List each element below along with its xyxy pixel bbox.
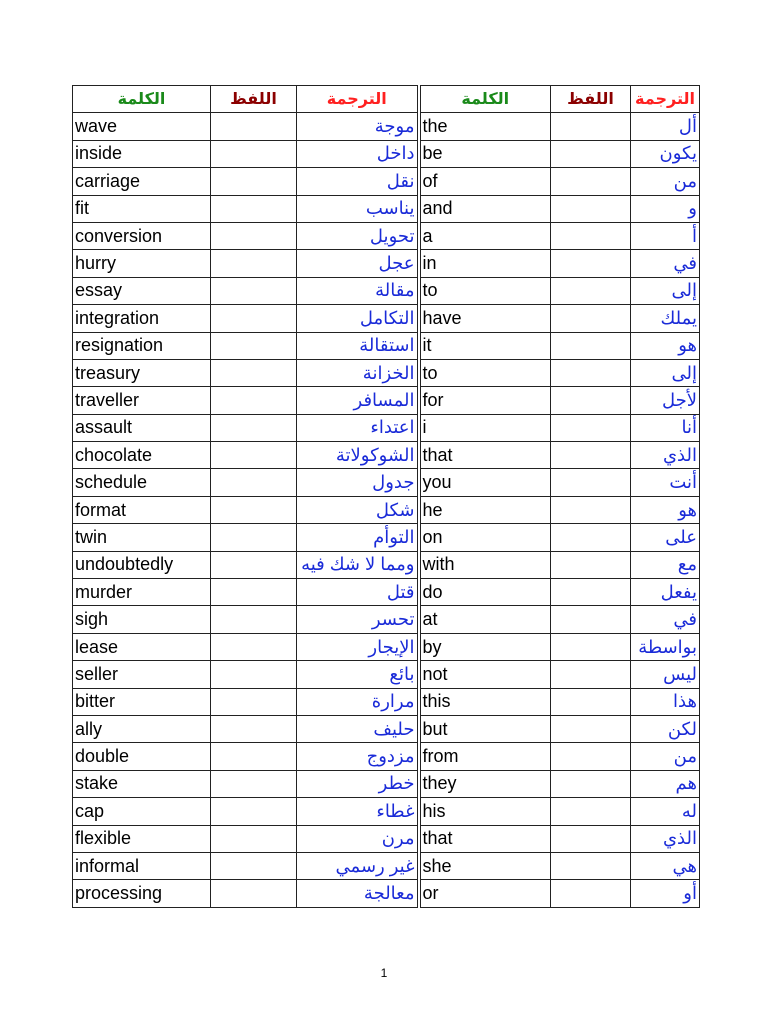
right-pronunciation-cell — [551, 715, 631, 742]
right-translation-cell: أنت — [631, 469, 700, 496]
left-word-cell: schedule — [73, 469, 211, 496]
left-word-cell: double — [73, 743, 211, 770]
right-translation-cell: أو — [631, 880, 700, 907]
right-translation-cell: على — [631, 524, 700, 551]
right-word-cell: i — [419, 414, 551, 441]
left-translation-cell: تحسر — [297, 606, 419, 633]
right-translation-cell: هو — [631, 496, 700, 523]
table-row — [73, 305, 700, 332]
right-translation-cell: هم — [631, 770, 700, 797]
right-word-cell: do — [419, 579, 551, 606]
left-pronunciation-cell — [211, 770, 297, 797]
left-pronunciation-cell — [211, 496, 297, 523]
table-row — [73, 551, 700, 578]
table-row — [73, 579, 700, 606]
left-word-cell: ally — [73, 715, 211, 742]
left-word-cell: lease — [73, 633, 211, 660]
right-pronunciation-cell — [551, 661, 631, 688]
left-translation-cell: غطاء — [297, 798, 419, 825]
left-translation-cell: داخل — [297, 140, 419, 167]
right-word-cell: to — [419, 359, 551, 386]
right-word-cell: from — [419, 743, 551, 770]
left-word-cell: sigh — [73, 606, 211, 633]
right-translation-cell: هو — [631, 332, 700, 359]
right-pronunciation-cell — [551, 113, 631, 140]
right-word-cell: it — [419, 332, 551, 359]
table-row — [73, 140, 700, 167]
header-translation-right: الترجمة — [631, 86, 700, 113]
right-word-cell: the — [419, 113, 551, 140]
right-translation-cell: هي — [631, 852, 700, 879]
page-number: 1 — [380, 966, 388, 980]
right-pronunciation-cell — [551, 168, 631, 195]
table-row — [73, 688, 700, 715]
right-pronunciation-cell — [551, 387, 631, 414]
left-translation-cell: التكامل — [297, 305, 419, 332]
right-word-cell: not — [419, 661, 551, 688]
header-pronunciation-left: اللفظ — [211, 86, 297, 113]
right-pronunciation-cell — [551, 524, 631, 551]
table-row — [73, 442, 700, 469]
right-pronunciation-cell — [551, 688, 631, 715]
right-pronunciation-cell — [551, 633, 631, 660]
right-word-cell: but — [419, 715, 551, 742]
table-row — [73, 606, 700, 633]
left-pronunciation-cell — [211, 332, 297, 359]
left-word-cell: chocolate — [73, 442, 211, 469]
left-word-cell: resignation — [73, 332, 211, 359]
right-translation-cell: ليس — [631, 661, 700, 688]
left-word-cell: processing — [73, 880, 211, 907]
right-pronunciation-cell — [551, 496, 631, 523]
left-word-cell: cap — [73, 798, 211, 825]
left-translation-cell: مزدوج — [297, 743, 419, 770]
left-pronunciation-cell — [211, 715, 297, 742]
left-translation-cell: استقالة — [297, 332, 419, 359]
left-pronunciation-cell — [211, 880, 297, 907]
right-translation-cell: أل — [631, 113, 700, 140]
left-translation-cell: خطر — [297, 770, 419, 797]
right-translation-cell: في — [631, 250, 700, 277]
left-pronunciation-cell — [211, 579, 297, 606]
left-translation-cell: معالجة — [297, 880, 419, 907]
left-pronunciation-cell — [211, 113, 297, 140]
left-word-cell: integration — [73, 305, 211, 332]
right-translation-cell: من — [631, 168, 700, 195]
left-pronunciation-cell — [211, 825, 297, 852]
right-word-cell: to — [419, 277, 551, 304]
right-pronunciation-cell — [551, 414, 631, 441]
left-pronunciation-cell — [211, 551, 297, 578]
left-pronunciation-cell — [211, 469, 297, 496]
right-pronunciation-cell — [551, 579, 631, 606]
right-translation-cell: إلى — [631, 359, 700, 386]
right-pronunciation-cell — [551, 551, 631, 578]
table-row — [73, 880, 700, 907]
right-word-cell: that — [419, 825, 551, 852]
right-pronunciation-cell — [551, 222, 631, 249]
left-pronunciation-cell — [211, 387, 297, 414]
right-pronunciation-cell — [551, 140, 631, 167]
right-translation-cell: يملك — [631, 305, 700, 332]
table-row — [73, 715, 700, 742]
left-translation-cell: قتل — [297, 579, 419, 606]
left-pronunciation-cell — [211, 305, 297, 332]
left-translation-cell: التوأم — [297, 524, 419, 551]
left-pronunciation-cell — [211, 633, 297, 660]
table-row — [73, 387, 700, 414]
right-translation-cell: يفعل — [631, 579, 700, 606]
right-pronunciation-cell — [551, 880, 631, 907]
left-pronunciation-cell — [211, 168, 297, 195]
left-translation-cell: يناسب — [297, 195, 419, 222]
right-word-cell: she — [419, 852, 551, 879]
right-word-cell: with — [419, 551, 551, 578]
table-row — [73, 359, 700, 386]
left-pronunciation-cell — [211, 661, 297, 688]
header-word-left: الكلمة — [73, 86, 211, 113]
left-translation-cell: عجل — [297, 250, 419, 277]
right-word-cell: have — [419, 305, 551, 332]
left-pronunciation-cell — [211, 250, 297, 277]
right-word-cell: his — [419, 798, 551, 825]
left-translation-cell: المسافر — [297, 387, 419, 414]
right-pronunciation-cell — [551, 332, 631, 359]
left-word-cell: traveller — [73, 387, 211, 414]
table-row — [73, 168, 700, 195]
right-pronunciation-cell — [551, 743, 631, 770]
left-translation-cell: الخزانة — [297, 359, 419, 386]
right-pronunciation-cell — [551, 770, 631, 797]
left-translation-cell: غير رسمي — [297, 852, 419, 879]
left-pronunciation-cell — [211, 743, 297, 770]
left-word-cell: assault — [73, 414, 211, 441]
right-pronunciation-cell — [551, 195, 631, 222]
right-translation-cell: الذي — [631, 825, 700, 852]
right-translation-cell: بواسطة — [631, 633, 700, 660]
left-word-cell: wave — [73, 113, 211, 140]
table-row — [73, 113, 700, 140]
right-pronunciation-cell — [551, 250, 631, 277]
left-pronunciation-cell — [211, 688, 297, 715]
right-word-cell: you — [419, 469, 551, 496]
table-row — [73, 770, 700, 797]
left-word-cell: conversion — [73, 222, 211, 249]
table-row — [73, 222, 700, 249]
left-word-cell: format — [73, 496, 211, 523]
right-word-cell: and — [419, 195, 551, 222]
table-row — [73, 661, 700, 688]
left-word-cell: fit — [73, 195, 211, 222]
right-word-cell: they — [419, 770, 551, 797]
header-word-right: الكلمة — [419, 86, 551, 113]
table-row — [73, 277, 700, 304]
right-pronunciation-cell — [551, 305, 631, 332]
left-word-cell: essay — [73, 277, 211, 304]
left-translation-cell: جدول — [297, 469, 419, 496]
right-word-cell: on — [419, 524, 551, 551]
left-pronunciation-cell — [211, 140, 297, 167]
left-translation-cell: مقالة — [297, 277, 419, 304]
left-translation-cell: الإيجار — [297, 633, 419, 660]
right-translation-cell: له — [631, 798, 700, 825]
left-pronunciation-cell — [211, 359, 297, 386]
left-word-cell: undoubtedly — [73, 551, 211, 578]
left-translation-cell: مرارة — [297, 688, 419, 715]
table-row — [73, 743, 700, 770]
table-row — [73, 250, 700, 277]
right-translation-cell: مع — [631, 551, 700, 578]
left-word-cell: carriage — [73, 168, 211, 195]
left-word-cell: flexible — [73, 825, 211, 852]
left-translation-cell: موجة — [297, 113, 419, 140]
right-translation-cell: أنا — [631, 414, 700, 441]
table-row — [73, 496, 700, 523]
left-word-cell: hurry — [73, 250, 211, 277]
left-translation-cell: الشوكولاتة — [297, 442, 419, 469]
left-pronunciation-cell — [211, 442, 297, 469]
right-translation-cell: يكون — [631, 140, 700, 167]
left-word-cell: twin — [73, 524, 211, 551]
right-word-cell: he — [419, 496, 551, 523]
left-translation-cell: تحويل — [297, 222, 419, 249]
left-translation-cell: مرن — [297, 825, 419, 852]
right-translation-cell: من — [631, 743, 700, 770]
left-translation-cell: اعتداء — [297, 414, 419, 441]
right-pronunciation-cell — [551, 359, 631, 386]
right-pronunciation-cell — [551, 277, 631, 304]
left-pronunciation-cell — [211, 414, 297, 441]
right-word-cell: by — [419, 633, 551, 660]
table-row — [73, 195, 700, 222]
right-pronunciation-cell — [551, 606, 631, 633]
left-translation-cell: حليف — [297, 715, 419, 742]
right-word-cell: a — [419, 222, 551, 249]
right-pronunciation-cell — [551, 825, 631, 852]
right-word-cell: in — [419, 250, 551, 277]
right-translation-cell: إلى — [631, 277, 700, 304]
right-word-cell: at — [419, 606, 551, 633]
left-pronunciation-cell — [211, 606, 297, 633]
left-word-cell: inside — [73, 140, 211, 167]
table-row — [73, 414, 700, 441]
left-word-cell: stake — [73, 770, 211, 797]
right-word-cell: of — [419, 168, 551, 195]
right-translation-cell: أ — [631, 222, 700, 249]
left-translation-cell: ومما لا شك فيه — [297, 551, 419, 578]
table-row — [73, 633, 700, 660]
table-row — [73, 798, 700, 825]
header-row — [73, 86, 700, 113]
left-word-cell: seller — [73, 661, 211, 688]
left-pronunciation-cell — [211, 852, 297, 879]
left-pronunciation-cell — [211, 277, 297, 304]
right-pronunciation-cell — [551, 469, 631, 496]
right-word-cell: or — [419, 880, 551, 907]
table-row — [73, 332, 700, 359]
table-row — [73, 469, 700, 496]
right-translation-cell: الذي — [631, 442, 700, 469]
right-translation-cell: هذا — [631, 688, 700, 715]
table-row — [73, 852, 700, 879]
table-row — [73, 524, 700, 551]
right-pronunciation-cell — [551, 798, 631, 825]
right-pronunciation-cell — [551, 852, 631, 879]
left-pronunciation-cell — [211, 798, 297, 825]
right-word-cell: this — [419, 688, 551, 715]
right-translation-cell: لأجل — [631, 387, 700, 414]
left-word-cell: murder — [73, 579, 211, 606]
table-row — [73, 825, 700, 852]
left-translation-cell: شكل — [297, 496, 419, 523]
left-word-cell: bitter — [73, 688, 211, 715]
left-pronunciation-cell — [211, 524, 297, 551]
right-word-cell: that — [419, 442, 551, 469]
left-pronunciation-cell — [211, 195, 297, 222]
left-translation-cell: بائع — [297, 661, 419, 688]
right-translation-cell: و — [631, 195, 700, 222]
right-pronunciation-cell — [551, 442, 631, 469]
vocabulary-table — [72, 85, 700, 908]
left-translation-cell: نقل — [297, 168, 419, 195]
right-word-cell: for — [419, 387, 551, 414]
header-translation-left: الترجمة — [297, 86, 419, 113]
table-body — [73, 113, 700, 907]
left-pronunciation-cell — [211, 222, 297, 249]
left-word-cell: informal — [73, 852, 211, 879]
right-translation-cell: في — [631, 606, 700, 633]
right-translation-cell: لكن — [631, 715, 700, 742]
right-word-cell: be — [419, 140, 551, 167]
header-pronunciation-right: اللفظ — [551, 86, 631, 113]
left-word-cell: treasury — [73, 359, 211, 386]
